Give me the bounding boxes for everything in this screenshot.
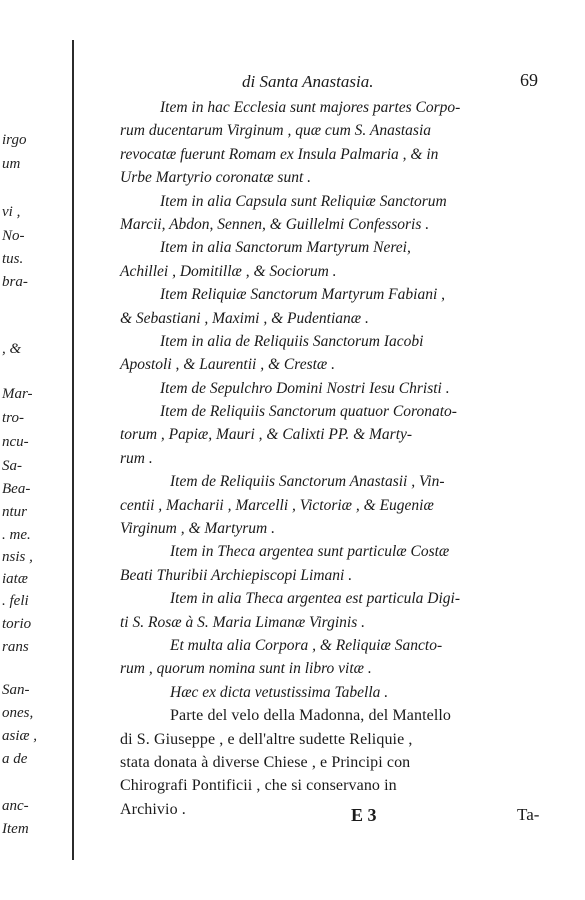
- fragment: bra-: [2, 274, 28, 290]
- fragment: ones,: [2, 705, 34, 721]
- text-line: ti S. Rosæ à S. Maria Limanæ Virginis .: [120, 613, 366, 631]
- text-line: stata donata à diverse Chiese , e Principi con: [120, 753, 411, 771]
- text-line: di S. Giuseppe , e dell'altre sudette Reliquie ,: [120, 730, 413, 748]
- text-line: Urbe Martyrio coronatæ sunt .: [120, 169, 312, 187]
- text-line: centii , Macharii , Marcelli , Victoriæ , & Eugeniæ: [120, 496, 434, 514]
- text-line: Item de Reliquiis Sanctorum quatuor Coronato-: [160, 403, 457, 421]
- text-line: torum , Papiæ, Mauri , & Calixti PP. & Marty-: [120, 426, 413, 444]
- text-line: Chirografi Pontificii , che si conservano in: [120, 777, 397, 795]
- text-line: & Sebastiani , Maximi , & Pudentianæ .: [120, 309, 369, 327]
- fragment: ntur: [2, 504, 28, 520]
- fragment: anc-: [2, 798, 29, 814]
- text-line: Apostoli , & Laurentii , & Crestæ .: [120, 356, 336, 374]
- fragment: , &: [2, 341, 22, 357]
- running-head: [0, 70, 585, 94]
- fragment: rans: [2, 639, 29, 655]
- text-line: Item in alia Theca argentea est particula Digi-: [170, 590, 461, 608]
- facing-page-fragments: [0, 0, 66, 900]
- text-line: Virginum , & Martyrum .: [120, 520, 275, 538]
- page-footer: [0, 803, 585, 829]
- page-number: 69: [520, 70, 538, 90]
- fragment: No-: [2, 228, 25, 244]
- running-head-title: di Santa Anastasia.: [242, 72, 374, 91]
- signature-mark: E 3: [351, 805, 377, 825]
- text-line: rum , quorum nomina sunt in libro vitæ .: [120, 660, 372, 678]
- text-line: Item de Sepulchro Domini Nostri Iesu Christi .: [160, 379, 450, 397]
- fragment: Bea-: [2, 481, 31, 497]
- text-line: Marcii, Abdon, Sennen, & Guillelmi Confessoris .: [120, 215, 430, 233]
- fragment: a de: [2, 751, 28, 767]
- fragment: San-: [2, 682, 30, 698]
- page-gutter-line: [72, 40, 74, 860]
- text-line: Item Reliquiæ Sanctorum Martyrum Fabiani ,: [160, 286, 445, 304]
- text-line: rum .: [120, 449, 153, 467]
- text-line: Item in alia Sanctorum Martyrum Nerei,: [160, 239, 411, 257]
- fragment: . feli: [2, 593, 29, 609]
- text-line: Item de Reliquiis Sanctorum Anastasii , Vin-: [170, 473, 445, 491]
- fragment: irgo: [2, 132, 27, 148]
- fragment: Sa-: [2, 458, 22, 474]
- text-line: rum ducentarum Virginum , quæ cum S. Anastasia: [120, 122, 431, 140]
- fragment: vi ,: [2, 204, 21, 220]
- text-line: Item in hac Ecclesia sunt majores partes Corpo-: [160, 99, 461, 116]
- fragment: ncu-: [2, 434, 29, 450]
- fragment: Mar-: [2, 386, 33, 402]
- fragment: . me.: [2, 527, 31, 543]
- fragment: Item: [2, 821, 29, 837]
- text-line: Parte del velo della Madonna, del Mantello: [170, 707, 452, 725]
- text-line: Archivio .: [120, 800, 186, 818]
- text-line: Item in alia de Reliquiis Sanctorum Iacobi: [160, 332, 424, 350]
- fragment: tus.: [2, 251, 24, 267]
- text-line: revocatæ fuerunt Romam ex Insula Palmaria , & in: [120, 145, 439, 163]
- fragment: torio: [2, 616, 32, 632]
- page-body-text: [112, 96, 552, 821]
- catchword: Ta-: [517, 805, 540, 824]
- text-line: Et multa alia Corpora , & Reliquiæ Sancto-: [170, 636, 443, 654]
- fragment: asiæ ,: [2, 728, 38, 744]
- fragment: tro-: [2, 410, 24, 426]
- text-line: Item in Theca argentea sunt particulæ Costæ: [170, 543, 450, 561]
- fragment: um: [2, 156, 21, 172]
- fragment: iatæ: [2, 571, 28, 587]
- text-line: Item in alia Capsula sunt Reliquiæ Sanctorum: [160, 192, 447, 210]
- text-line: Beati Thuribii Archiepiscopi Limani .: [120, 566, 353, 584]
- fragment: nsis ,: [2, 549, 33, 565]
- text-line: Hæc ex dicta vetustissima Tabella .: [170, 683, 389, 701]
- text-line: Achillei , Domitillæ , & Sociorum .: [120, 262, 337, 280]
